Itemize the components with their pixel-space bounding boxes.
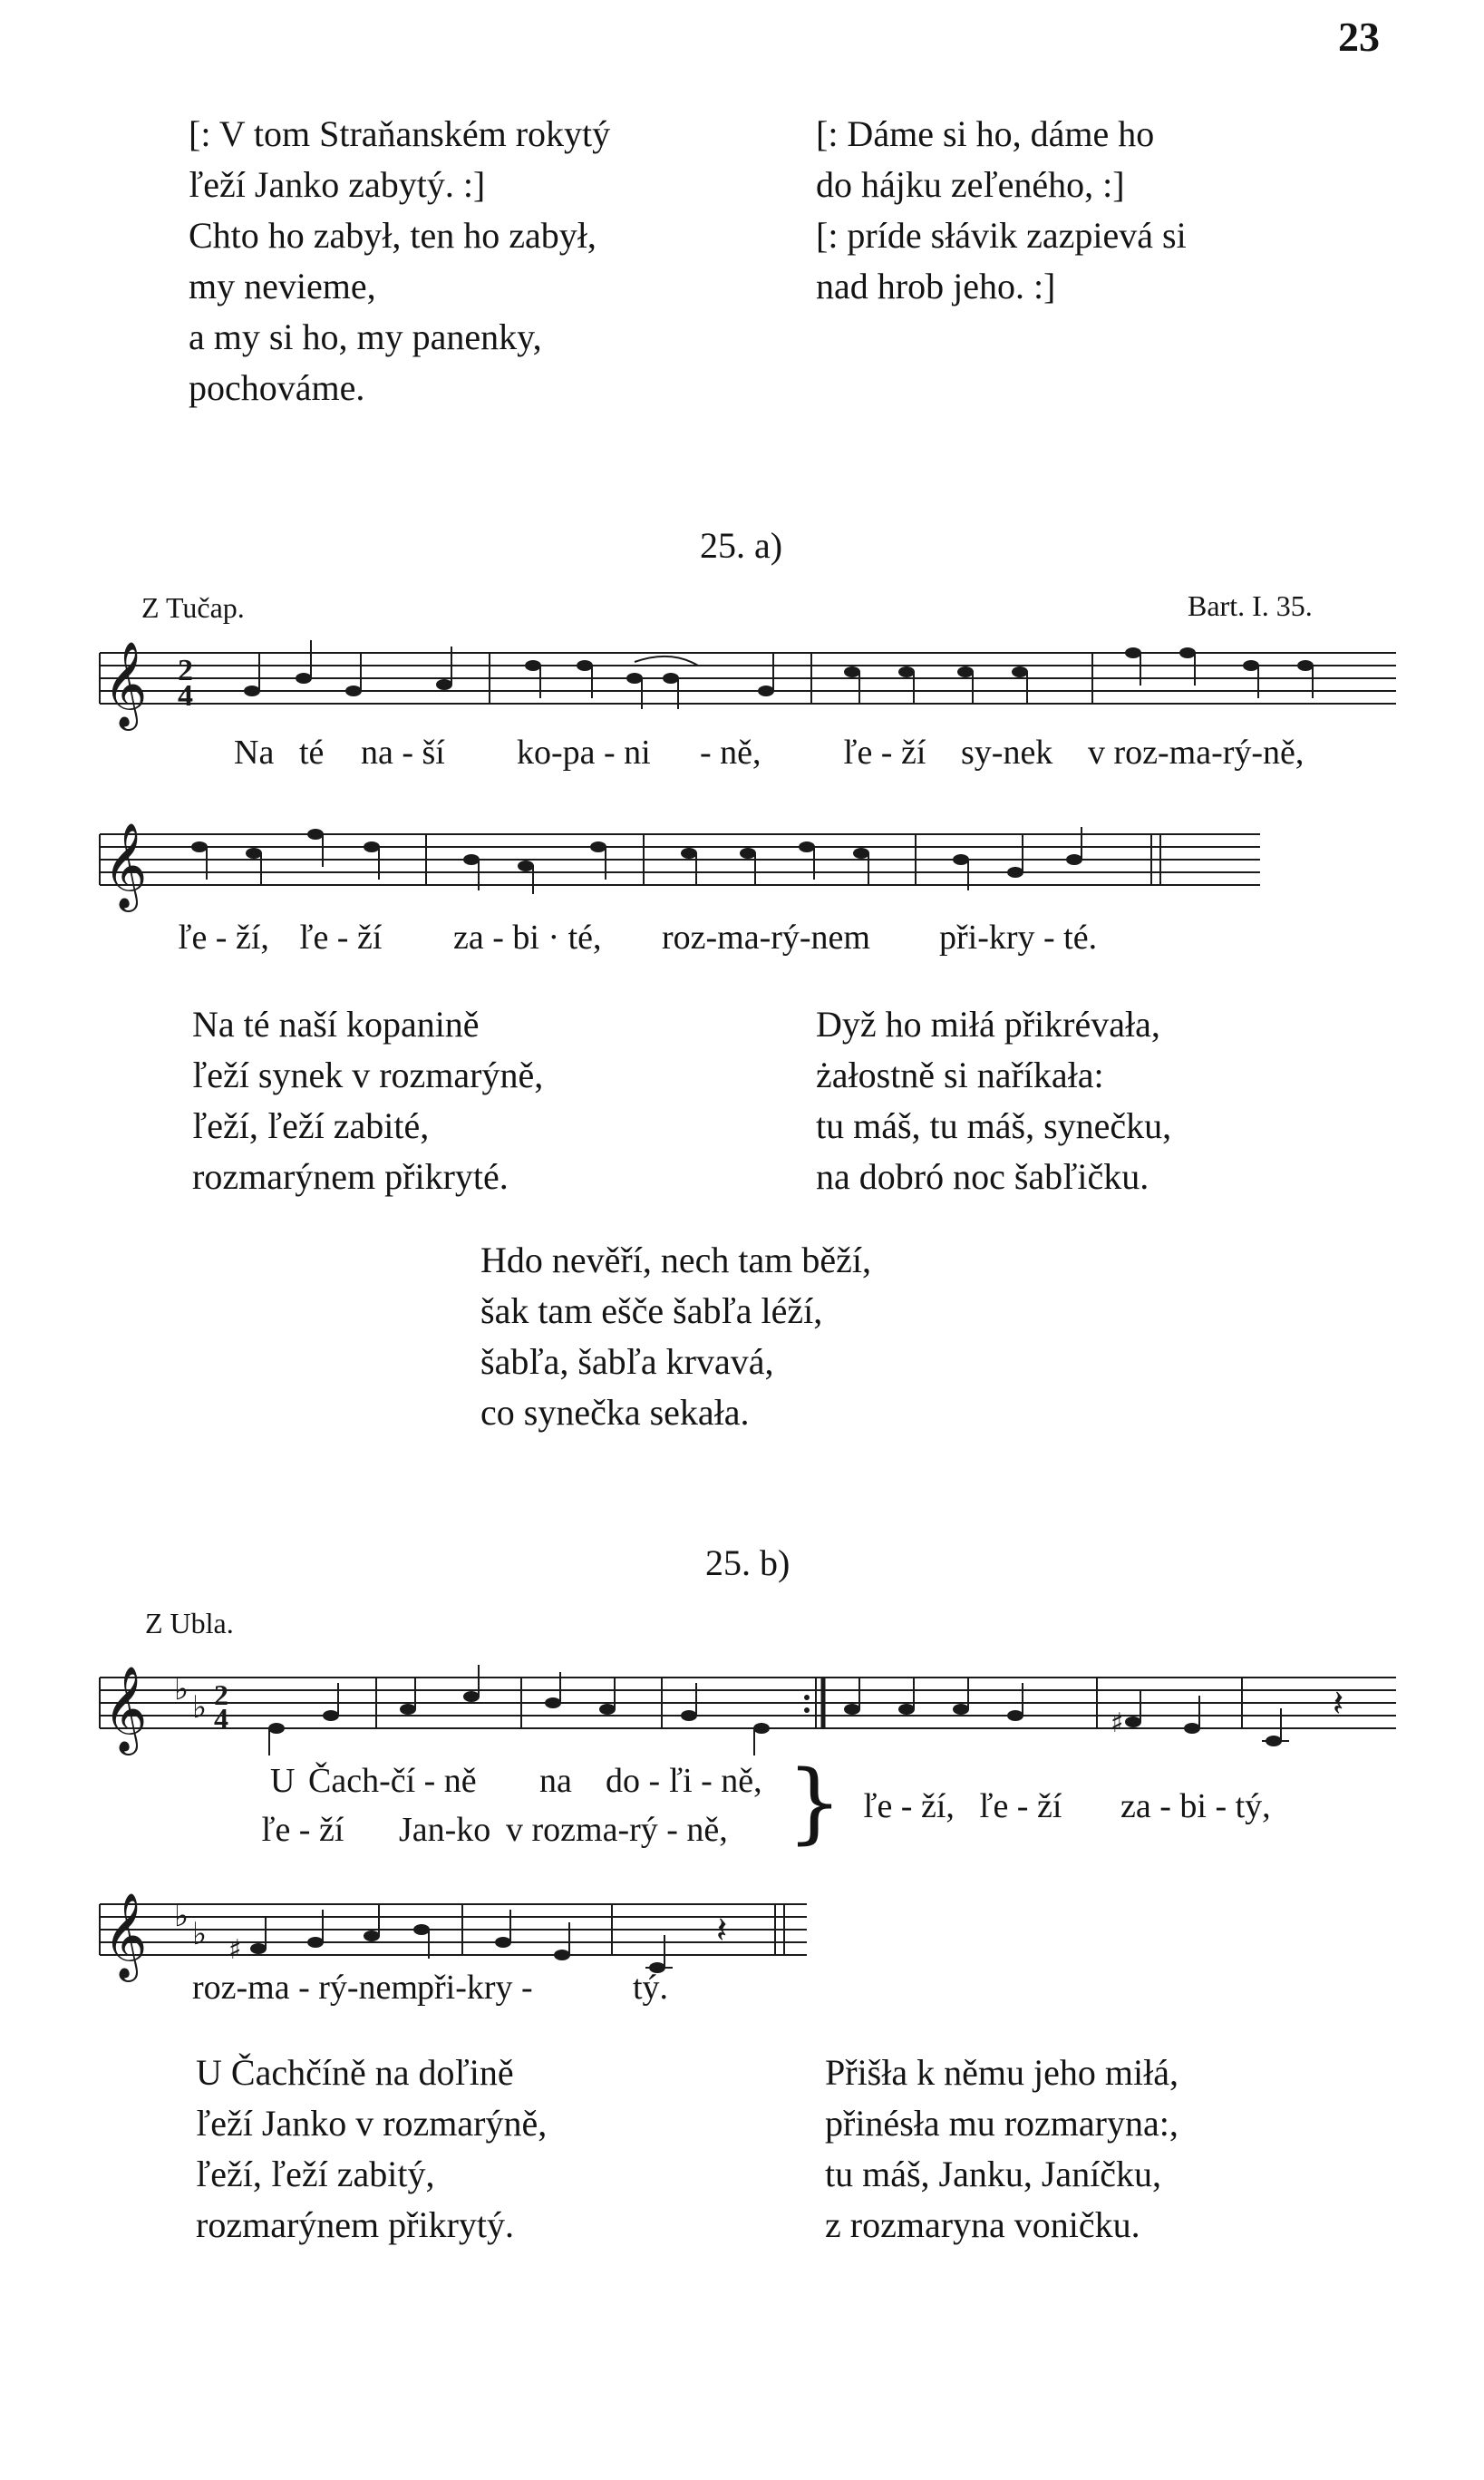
verse-line: a my si ho, my panenky, xyxy=(189,316,542,357)
song-number-a: 25. a) xyxy=(700,525,783,566)
svg-text:♭: ♭ xyxy=(192,1689,208,1726)
verse-line: [: V tom Straňanském rokytý xyxy=(189,113,611,154)
svg-text:𝄞: 𝄞 xyxy=(103,1892,148,1979)
verse-line: ľeží, ľeží zabité, xyxy=(192,1105,430,1146)
svg-text:𝄽: 𝄽 xyxy=(716,1910,728,1951)
verse-line: co synečka sekała. xyxy=(480,1392,750,1433)
lyric-b-3: na xyxy=(539,1762,572,1800)
lyric-b-5: ľe - ží xyxy=(261,1811,344,1849)
music-staff-a2 xyxy=(91,807,1269,916)
song-b-verses-right xyxy=(825,2047,1178,2251)
svg-text:𝄽: 𝄽 xyxy=(1333,1683,1344,1725)
svg-text:𝄞: 𝄞 xyxy=(103,641,148,727)
song-reference-a: Bart. I. 35. xyxy=(1188,589,1313,622)
lyric-b-12: při-kry - xyxy=(417,1969,533,2007)
svg-text:♭: ♭ xyxy=(174,1898,189,1934)
lyric-b-9: ľe - ží xyxy=(979,1787,1062,1825)
song-origin-b: Z Ubla. xyxy=(145,1607,234,1639)
music-staff-a1 xyxy=(91,626,1405,734)
verse-line: ľeží Janko zabytý. :] xyxy=(189,164,486,205)
verse-line: Hdo nevěří, nech tam běží, xyxy=(480,1240,871,1280)
lyric-a-13: při-kry - té. xyxy=(939,919,1098,957)
lyric-a-12: roz-ma-rý-nem xyxy=(662,919,870,957)
svg-text:2: 2 xyxy=(214,1678,228,1711)
song-a-verses-right xyxy=(816,999,1171,1202)
verse-line: rozmarýnem přikrytý. xyxy=(196,2204,514,2245)
lyric-b-13: tý. xyxy=(633,1969,669,2007)
svg-text:2: 2 xyxy=(178,654,193,687)
verse-line: Na té naší kopanině xyxy=(192,1004,480,1045)
svg-text:♯: ♯ xyxy=(228,1934,242,1966)
song-b-verses-left xyxy=(196,2047,547,2251)
music-staff-b1 xyxy=(91,1641,1405,1759)
svg-text:4: 4 xyxy=(214,1702,228,1735)
verse-line: tu máš, tu máš, synečku, xyxy=(816,1105,1172,1146)
prev-verses-right xyxy=(816,109,1187,312)
lyric-a-1: Na xyxy=(234,734,275,772)
lyric-a-6: ľe - ží xyxy=(843,734,926,772)
song-a-verses-center xyxy=(480,1235,871,1438)
svg-text:♭: ♭ xyxy=(192,1916,208,1952)
svg-text:𝄞: 𝄞 xyxy=(103,1666,148,1752)
verse-line: z rozmaryna voničku. xyxy=(825,2204,1140,2245)
verse-line: [: príde słávik zazpievá si xyxy=(816,215,1187,256)
lyric-b-1: U xyxy=(270,1762,296,1800)
lyric-a-10: ľe - ží xyxy=(299,919,383,957)
verse-line: nad hrob jeho. :] xyxy=(816,266,1056,306)
verse-line: ľeží, ľeží zabitý, xyxy=(196,2154,435,2194)
page-number: 23 xyxy=(1338,14,1380,60)
verse-line: tu máš, Janku, Janíčku, xyxy=(825,2154,1162,2194)
verse-line: ľeží Janko v rozmarýně, xyxy=(196,2103,548,2144)
lyric-a-2: té xyxy=(299,734,325,772)
svg-text:𝄞: 𝄞 xyxy=(103,822,148,909)
verse-line: żałostně si naříkała: xyxy=(816,1055,1104,1095)
svg-text:♭: ♭ xyxy=(174,1671,189,1707)
lyric-a-11: za - bi · té, xyxy=(453,919,602,957)
lyric-a-7: sy-nek xyxy=(961,734,1053,772)
verse-line: Chto ho zabył, ten ho zabył, xyxy=(189,215,597,256)
verse-line: Přišła k němu jeho miłá, xyxy=(825,2052,1178,2093)
verse-line: [: Dáme si ho, dáme ho xyxy=(816,113,1155,154)
lyric-b-11: roz-ma - rý-nem xyxy=(192,1969,418,2007)
lyric-b-7: v rozma-rý - ně, xyxy=(506,1811,728,1849)
verse-line: ľeží synek v rozmarýně, xyxy=(192,1055,544,1095)
verse-line: do hájku zeľeného, :] xyxy=(816,164,1125,205)
verse-line: šak tam eščе šabľa léží, xyxy=(480,1290,823,1331)
prev-verses-left xyxy=(189,109,610,413)
verse-line: šabľa, šabľa krvavá, xyxy=(480,1341,774,1382)
lyric-a-8: v roz-ma-rý-ně, xyxy=(1088,734,1305,772)
verse-line: přinésła mu rozmaryna:, xyxy=(825,2103,1178,2144)
svg-text:4: 4 xyxy=(178,679,193,713)
verse-line: U Čachčíně na doľině xyxy=(196,2052,514,2093)
lyric-a-5: - ně, xyxy=(700,734,761,772)
verse-line: rozmarýnem přikryté. xyxy=(192,1156,509,1197)
song-origin-a: Z Tučap. xyxy=(141,591,245,624)
verse-line: na dobró noc šabľičku. xyxy=(816,1156,1149,1197)
lyric-b-2: Čach-čí - ně xyxy=(308,1762,477,1800)
verse-line: pochováme. xyxy=(189,367,365,408)
lyric-b-6: Jan-ko xyxy=(399,1811,491,1849)
verse-line: my nevieme, xyxy=(189,266,376,306)
lyric-brace: } xyxy=(787,1752,843,1853)
lyric-a-9: ľe - ží, xyxy=(178,919,269,957)
verse-line: Dyž ho miłá přikrévała, xyxy=(816,1004,1160,1045)
song-number-b: 25. b) xyxy=(705,1542,790,1583)
svg-text:♯: ♯ xyxy=(1111,1707,1124,1739)
lyric-b-4: do - ľi - ně, xyxy=(606,1762,762,1800)
lyric-b-8: ľe - ží, xyxy=(863,1787,955,1825)
song-a-verses-left xyxy=(192,999,543,1202)
lyric-a-4: ko-pa - ni xyxy=(517,734,651,772)
lyric-a-3: na - ší xyxy=(361,734,445,772)
lyric-b-10: za - bi - tý, xyxy=(1120,1787,1271,1825)
